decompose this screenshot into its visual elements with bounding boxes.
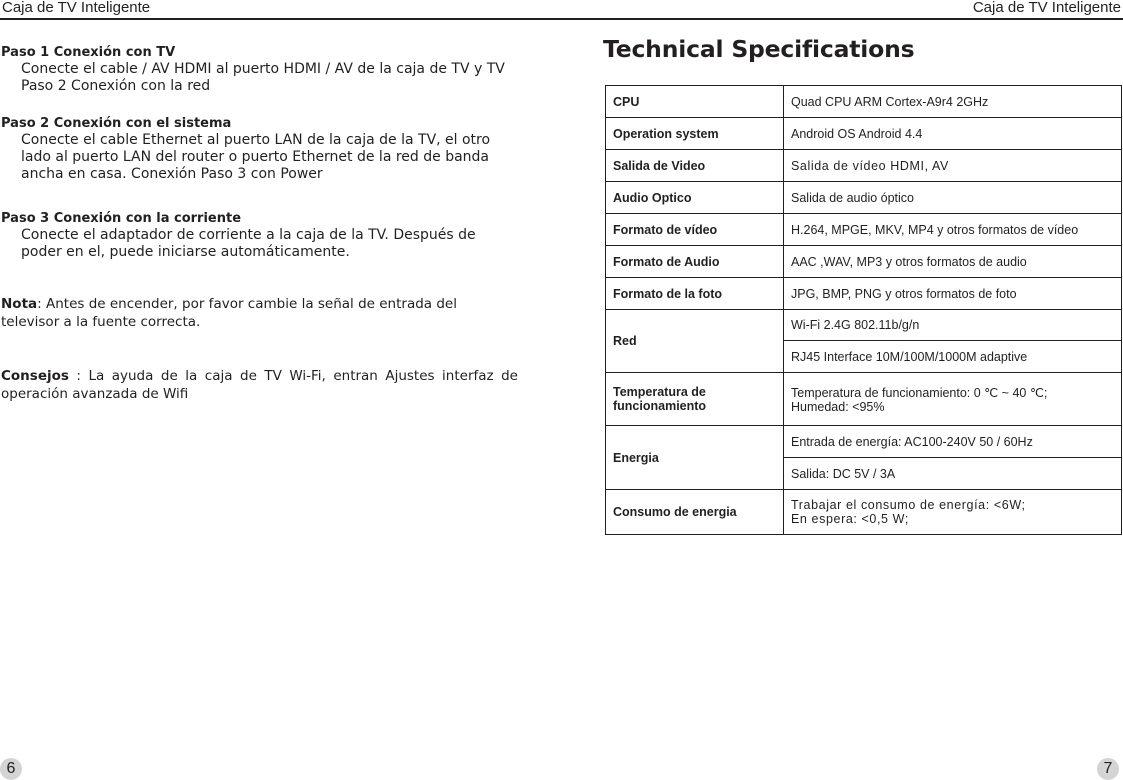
consumption-working: Trabajar el consumo de energía: <6W; (791, 498, 1026, 512)
spec-value-input: Entrada de energía: AC100-240V 50 / 60Hz (784, 426, 1122, 458)
note-text: : Antes de encender, por favor cambie la señal de entrada del televisor a la fuente correcta. (1, 296, 457, 330)
spec-value (784, 490, 1122, 535)
specs-title: Technical Specifications (603, 35, 915, 63)
spec-value: Salida de audio óptico (784, 182, 1122, 214)
step-2-title: Paso 2 Conexión con el sistema (1, 116, 232, 131)
spec-row-photo-format (606, 278, 1122, 310)
spec-row-video-format (606, 214, 1122, 246)
step-3-body: Conecte el adaptador de corriente a la caja de la TV. Después de poder en el, puede iniciarse automáticamente. (21, 227, 476, 260)
spec-label: Operation system (606, 118, 784, 150)
running-header-right: Caja de TV Inteligente (972, 0, 1121, 16)
spec-row-audio-optic (606, 182, 1122, 214)
spec-value: Quad CPU ARM Cortex-A9r4 2GHz (784, 86, 1122, 118)
spec-label: CPU (606, 86, 784, 118)
header-rule (0, 18, 1123, 20)
consumption-standby: En espera: <0,5 W; (791, 512, 909, 526)
spec-label: Formato de vídeo (606, 214, 784, 246)
spec-value (784, 373, 1122, 426)
step-2-body: Conecte el cable Ethernet al puerto LAN de la caja de la TV, el otro lado al puerto LAN del router o puerto Ethernet de la red de banda ancha en casa. Conexión Paso 3 con Power (21, 132, 491, 182)
spec-value-output: Salida: DC 5V / 3A (784, 458, 1122, 490)
spec-row-video-out (606, 150, 1122, 182)
spec-label: Formato de Audio (606, 246, 784, 278)
spec-label: Temperatura de funcionamiento (606, 373, 784, 426)
instructions-column (0, 44, 520, 403)
spec-value: H.264, MPGE, MKV, MP4 y otros formatos de vídeo (784, 214, 1122, 246)
spec-label: Consumo de energia (606, 490, 784, 535)
step-2 (0, 115, 520, 183)
humidity: Humedad: <95% (791, 399, 885, 414)
page-number-right: 7 (1097, 758, 1119, 780)
spec-value-wifi: Wi-Fi 2.4G 802.11b/g/n (784, 310, 1122, 341)
spec-label: Formato de la foto (606, 278, 784, 310)
note (0, 295, 520, 331)
step-3 (0, 210, 520, 261)
spec-value: Salida de vídeo HDMI, AV (784, 150, 1122, 182)
spec-label: Salida de Video (606, 150, 784, 182)
note-label: Nota (1, 296, 38, 312)
step-1 (0, 44, 520, 95)
temperature-range: Temperatura de funcionamiento: 0 ℃ ~ 40 ℃; (791, 385, 1048, 400)
spec-value: Android OS Android 4.4 (784, 118, 1122, 150)
spec-value: AAC ,WAV, MP3 y otros formatos de audio (784, 246, 1122, 278)
page-number-left: 6 (0, 758, 22, 780)
step-1-title: Paso 1 Conexión con TV (1, 45, 176, 60)
spec-label: Audio Optico (606, 182, 784, 214)
spec-row-consumption (606, 490, 1122, 535)
specs-table (605, 85, 1122, 535)
spec-value: JPG, BMP, PNG y otros formatos de foto (784, 278, 1122, 310)
spec-row-power (606, 426, 1122, 458)
spec-row-temperature (606, 373, 1122, 426)
spec-row-network (606, 310, 1122, 341)
tips-label: Consejos (1, 368, 69, 384)
step-3-title: Paso 3 Conexión con la corriente (1, 211, 242, 226)
spec-label: Energia (606, 426, 784, 490)
spec-row-os (606, 118, 1122, 150)
step-1-body: Conecte el cable / AV HDMI al puerto HDMI / AV de la caja de TV y TV Paso 2 Conexión con la red (21, 61, 505, 94)
spec-label: Red (606, 310, 784, 373)
spec-value-lan: RJ45 Interface 10M/100M/1000M adaptive (784, 341, 1122, 373)
tips (0, 367, 520, 403)
spec-row-cpu (606, 86, 1122, 118)
tips-text: : La ayuda de la caja de TV Wi-Fi, entran Ajustes interfaz de operación avanzada de Wifi (1, 368, 518, 402)
running-header-left: Caja de TV Inteligente (2, 0, 151, 16)
spec-row-audio-format (606, 246, 1122, 278)
